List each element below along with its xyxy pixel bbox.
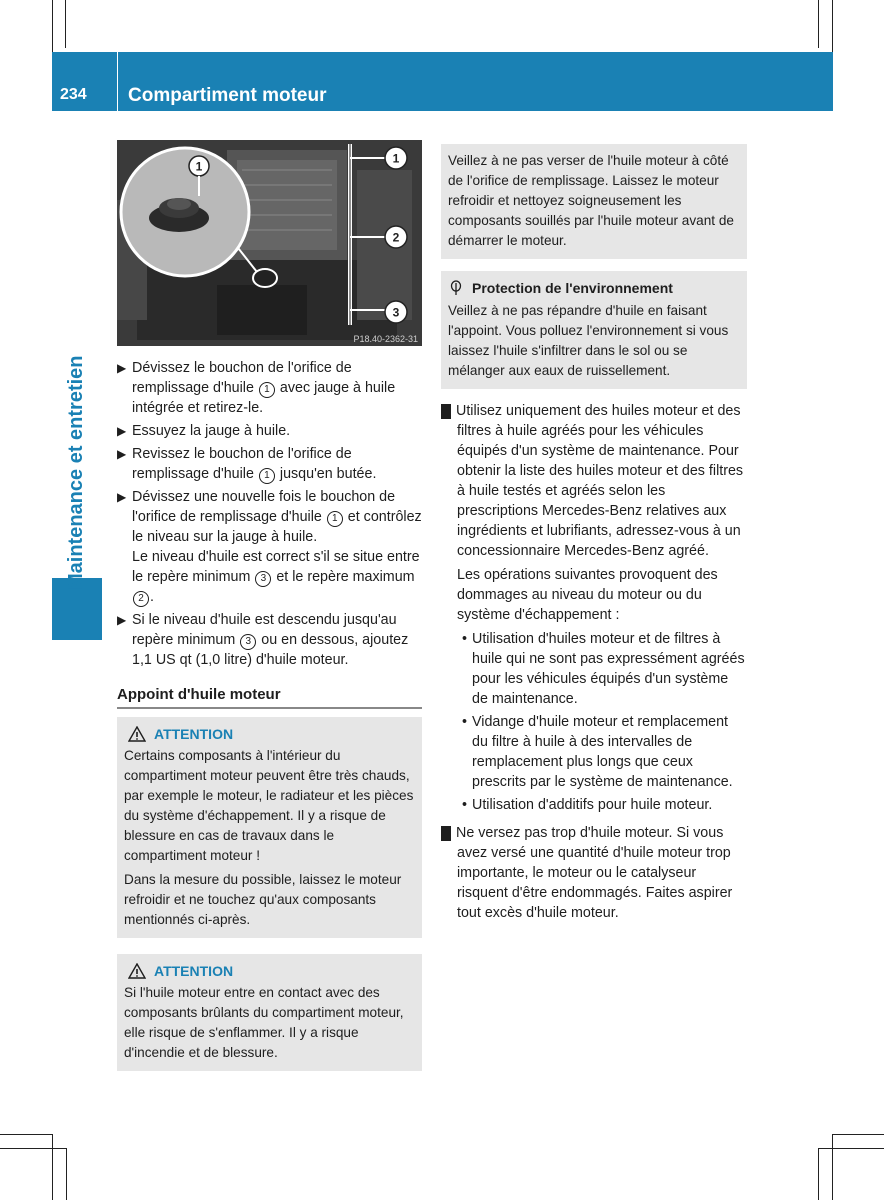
instruction-step: [117, 444, 422, 484]
step-text: ou en dessous, ajoutez 1,1 US qt (1,0 litre) d'huile moteur.: [132, 632, 409, 668]
callout-ref: 3: [255, 571, 271, 587]
attention-box: [117, 954, 422, 1071]
notice-text: Utilisez uniquement des huiles moteur et des filtres à huile agréés pour les véhicules équipés d'un système de maintenance. Pour obtenir la liste des huiles moteur et des filtres à huile testés et agréés selon les prescriptions Mercedes-Benz relatives aux ingrédients et lubrifiants, adressez-vous à un concessionnaire Mercedes-Benz agréé.: [456, 403, 744, 559]
section-heading: Appoint d'huile moteur: [117, 686, 422, 709]
environment-leaf-icon: [448, 280, 464, 296]
page-title: Compartiment moteur: [128, 85, 327, 106]
crop-mark: [832, 1134, 833, 1200]
step-text: et le repère maximum: [272, 569, 415, 585]
notice-text: Ne versez pas trop d'huile moteur. Si vous avez versé une quantité d'huile moteur trop importante, le moteur ou le catalyseur risquent d'être endommagés. Faites aspirer tout excès d'huile moteur.: [456, 825, 733, 921]
notice-icon: !: [441, 404, 451, 419]
callout-3: 3: [392, 305, 400, 320]
crop-mark: [818, 1148, 884, 1149]
callout-1: 1: [195, 159, 203, 174]
instruction-step: [117, 421, 422, 441]
warning-triangle-icon: [128, 963, 146, 979]
attention-text: Dans la mesure du possible, laissez le moteur refroidir et ne touchez qu'aux composants mentionnés ci-après.: [124, 872, 402, 927]
list-item: • Vidange d'huile moteur et remplacement du filtre à huile à des intervalles de remplacement plus longs que ceux prescrits par le système de maintenance.: [457, 712, 747, 792]
attention-heading: [124, 724, 415, 744]
callout-ref: 1: [327, 511, 343, 527]
environment-text: Veillez à ne pas répandre d'huile en faisant l'appoint. Vous polluez l'environnement si vous laissez l'huile s'infiltrer dans le sol ou se mélanger aux eaux de ruissellement.: [448, 303, 729, 378]
step-arrow-icon: ▶: [117, 361, 127, 375]
section-label: Maintenance et entretien: [65, 355, 87, 590]
left-column: [117, 140, 422, 1071]
crop-mark: [818, 0, 819, 48]
environment-box: [441, 271, 747, 389]
crop-mark: [832, 1134, 884, 1135]
instruction-list: [117, 358, 422, 670]
notice-paragraph: [441, 565, 747, 625]
crop-mark: [0, 1134, 52, 1135]
step-text: et contrôlez le niveau sur la jauge à huile.: [132, 509, 422, 545]
step-text: .: [150, 589, 154, 605]
step-text: avec jauge à huile intégrée et retirez-le.: [132, 380, 396, 416]
info-text: Veillez à ne pas verser de l'huile moteur à côté de l'orifice de remplissage. Laissez le moteur refroidir et nettoyez soigneusement les composants souillés par l'huile moteur avant de démarrer le moteur.: [448, 153, 734, 248]
notice-text: Les opérations suivantes provoquent des dommages au niveau du moteur ou du système d'échappement :: [457, 567, 718, 623]
step-arrow-icon: ▶: [117, 490, 127, 504]
crop-mark: [0, 1148, 66, 1149]
warning-triangle-icon: [128, 726, 146, 742]
page-number: 234: [60, 86, 87, 103]
step-text: Dévissez une nouvelle fois le bouchon de l'orifice de remplissage d'huile: [132, 489, 396, 525]
damage-list: [441, 629, 747, 815]
instruction-step: [117, 358, 422, 418]
attention-text: Certains composants à l'intérieur du compartiment moteur peuvent être très chauds, par exemple le moteur, le radiateur et les pièces du système d'échappement. Il y a risque de blessure en cas de travaux dans le compartiment moteur !: [124, 748, 414, 863]
crop-mark: [818, 1148, 819, 1200]
notice-block: [436, 401, 747, 815]
notice-block: [436, 823, 747, 923]
step-text: Si le niveau d'huile est descendu jusqu'au repère minimum: [132, 612, 397, 648]
crop-mark: [832, 0, 833, 52]
notice-paragraph: [436, 401, 747, 561]
step-text: jusqu'en butée.: [275, 466, 377, 482]
crop-mark: [52, 1134, 53, 1200]
header-divider: [117, 52, 118, 111]
attention-text: Si l'huile moteur entre en contact avec des composants brûlants du compartiment moteur, elle risque de s'enflammer. Il y a risque d'incendie et de blessure.: [124, 985, 404, 1060]
notice-paragraph: [436, 823, 747, 923]
list-item: • Utilisation d'additifs pour huile moteur.: [457, 795, 747, 815]
attention-label: ATTENTION: [154, 726, 234, 742]
step-arrow-icon: ▶: [117, 424, 127, 438]
environment-title: Protection de l'environnement: [472, 280, 673, 296]
callout-ref: 1: [259, 468, 275, 484]
instruction-step: [117, 610, 422, 670]
photo-id: P18.40-2362-31: [353, 334, 418, 344]
step-arrow-icon: ▶: [117, 613, 127, 627]
notice-icon: !: [441, 826, 451, 841]
step-arrow-icon: ▶: [117, 447, 127, 461]
step-text: Dévissez le bouchon de l'orifice de remplissage d'huile: [132, 360, 352, 396]
list-item: • Utilisation d'huiles moteur et de filtres à huile qui ne sont pas expressément agréés pour les véhicules équipés d'un système de maintenance.: [457, 629, 747, 709]
step-text: Revissez le bouchon de l'orifice de remplissage d'huile: [132, 446, 352, 482]
callout-ref: 3: [240, 634, 256, 650]
attention-heading: [124, 961, 415, 981]
callout-ref: 2: [133, 591, 149, 607]
info-box: [441, 144, 747, 259]
environment-heading: [448, 278, 740, 298]
crop-mark: [66, 1148, 67, 1200]
step-text: Essuyez la jauge à huile.: [132, 423, 291, 439]
crop-mark: [65, 0, 66, 48]
engine-photo: [117, 140, 422, 346]
attention-label: ATTENTION: [154, 963, 234, 979]
instruction-step: [117, 487, 422, 607]
callout-1: 1: [392, 151, 400, 166]
right-column: [436, 140, 747, 923]
attention-box: [117, 717, 422, 938]
engine-illustration: [117, 140, 422, 346]
crop-mark: [52, 0, 53, 52]
callout-2: 2: [392, 230, 400, 245]
callout-ref: 1: [259, 382, 275, 398]
step-text: Le niveau d'huile est correct s'il se situe entre le repère minimum: [132, 549, 420, 585]
